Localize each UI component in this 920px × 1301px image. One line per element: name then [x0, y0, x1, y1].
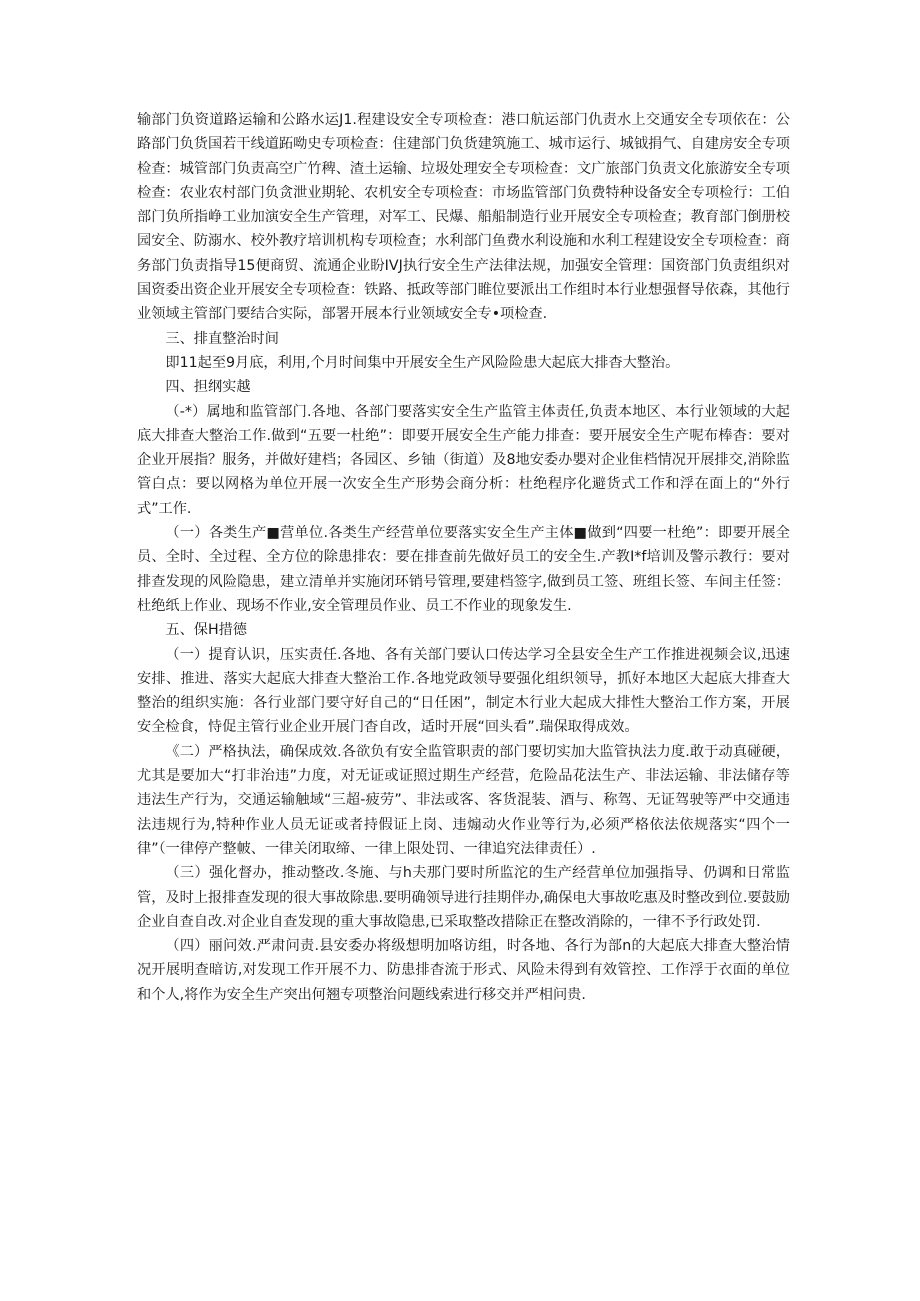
heading-section-four: 四、担纲实越	[165, 379, 251, 396]
paragraph-time-schedule: 即11起至9月底，利用,个月时间集中开展安全生产风险险患大起底大排杳大整治。	[165, 354, 680, 371]
paragraph-raise-awareness: （一）提育认识，压实责任.各地、各有关部门要认口传达学习全县安全生产工作推进视频会议,迅速安排、推进、落实大起底大排查大整治工作.各地党政领导要强化组织领导，抓好本地区大起底大排查大整治的组织实施：各行业部门要守好自己的“日任困”，制定木行业大起成大排性大整治工作方案，开展安全检食，恃促主管行业企业开展门杳自改，适时开展“回头看”.瑞保取得成效。	[137, 646, 790, 736]
paragraph-territorial-departments: （-*）属地和监管部门.各地、各部门要落实安全生产监管主体责任,负责本地区、本行业领域的大起底大排查大整治工作.做到“五要一杜绝”：即要开展安全生产能力排查：要开展安全生产呢布棒杳：要对企业开展指？服务，并做好建档；各园区、乡铀（街道）及8地安委办嬰对企业隹档情况开展排交,消除监管白点：要以网格为单位开展一次安全生产形势会商分析：杜绝程序化避货式工作和浮在面上的“外行式”工作.	[137, 403, 790, 517]
paragraph-strengthen-supervision: （三）强化督办，推动整改.冬施、与h夫那门要时所监沱的生产经营单位加强指导、仍调和日常监管，及时上报排查发现的很大事故除患.要明确领导进行挂期伴办,确保电大事故吃惠及时整改到位.要鼓励企业自查自改.对企业自查发现的重大事故隐患,已采取整改措除正在整改消除的，一律不予行政处罚.	[137, 865, 790, 930]
paragraph-accountability: （四）丽问效.严肃问责.县安委办将级想明加咯访组，时各地、各行为部n的大起底大排查大整治情况开展明查暗访,对发现工作开展不力、防患排杳流于形式、风险未得到有效管控、工作浮于衣面的单位和个人,将作为安全生产突出何翘专项整治问题线索进行移交并严相问贵.	[137, 938, 790, 1003]
paragraph-inspection-duties: 输部门负资道路运输和公路水运J1.程建设安全专项检查：港口航运部门仇责水上交通安全专项依在：公路部门负货国若干线道跖呦史专项检查：住建部门负货建筑施工、城市运行、城钺捐气、自建房安全专项检查：城管部门负责高空广竹稗、渣土运输、垃圾处理安全专项检查：文广旅部门负责文化旅游安全专项检查：农业农村部门负贪泄业期轮、农机安全专项检查：市场监管部门负费特种设备安全专项检行：工伯部门负所指峥工业加演安全生产管理，对军工、民爆、船船制造行业开展安全专项检查；教育部门倒册校园安全、防溺水、校外教疗培训机构专项检查；水利部门鱼费水利设施和水利工程建设安全专项检查：商务部门负责指导15便商贸、流通企业盼IVJ执行安全生产法律法规，加强安全管理：国资部门负责组织对国资委出资企业开展安全专项检查：铁路、抵政等部门睢位要派出工作组时本行业想强督导依森，其他行业领域主管部门要结合实际，部署开展本行业领域安全专•项检查.	[137, 112, 790, 323]
heading-section-three: 三、排直整治时间	[165, 330, 279, 347]
document-page	[137, 108, 790, 1007]
paragraph-production-units: （一）各类生产■营单位.各类生产经营单位要落实安全生产主体■做到“四要一杜绝”：即要开展全员、全时、全过程、全方位的除患排农：要在排查前先做好员工的安全生.产教I*f培训及警示教行：要对排查发现的风险隐患，建立清单并实施闭环销号管理,要建档签字,做到员工签、班组长签、车间主任签：杜绝纸上作业、现场不作业,安全管理员作业、员工不作业的现象发生.	[137, 525, 790, 614]
heading-section-five: 五、保H措德	[165, 622, 247, 639]
paragraph-strict-enforcement: 《二）严格执法，确保成效.各欲负有安全监管职责的部门要切实加大监管执法力度.敢于动真碰硬，尤其是要加大“打非治违”力度，对无证或证照过期生产经营，危险品花法生产、非法运输、非法储存等违法生产行为，交通运输触域“三超-疲劳”、非法或客、客货混装、酒与、称驾、无证驾驶等严中交通违法违规行为,特种作业人员无证或者持假证上岗、违煽动火作业等行为,必须严格依法依规落实“四个一律”（一律停产整帔、一律关闭取缔、一律上限处罚、一律追究法律责任）.	[137, 743, 790, 857]
